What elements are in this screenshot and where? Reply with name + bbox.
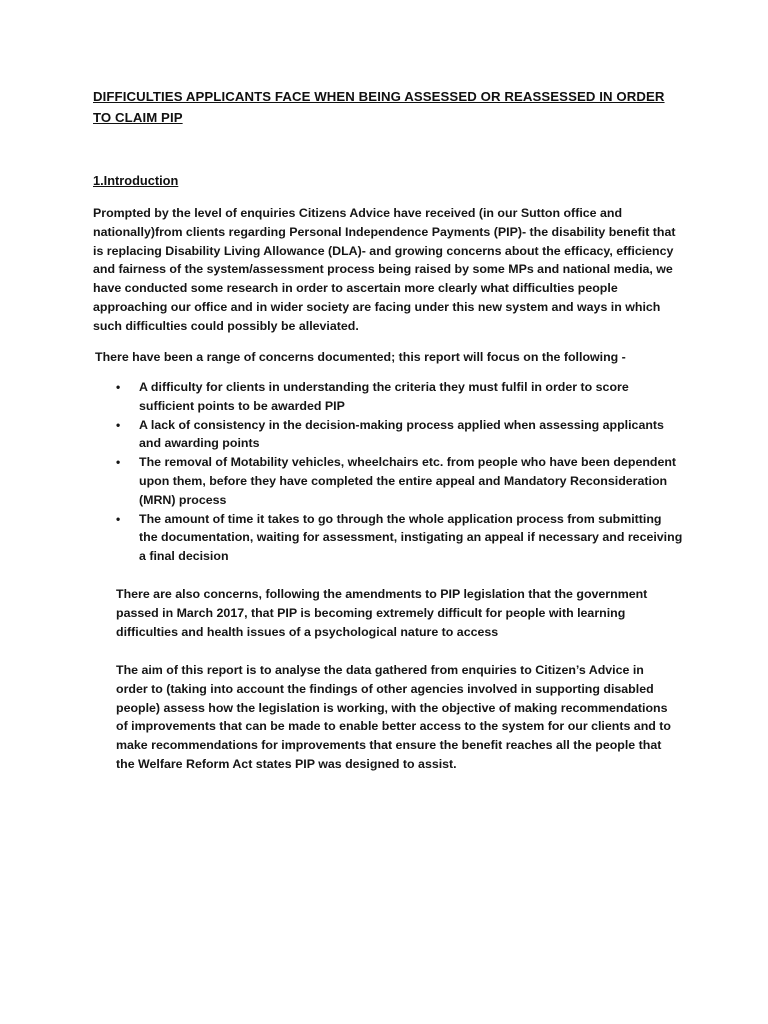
list-item <box>93 453 683 509</box>
bullet-icon: • <box>116 417 121 432</box>
concerns-lead-paragraph: There have been a range of concerns documented; this report will focus on the following - <box>95 350 626 364</box>
bullet-icon: • <box>116 455 121 470</box>
intro-paragraph: Prompted by the level of enquiries Citizens Advice have received (in our Sutton office and nationally)from clients regarding Personal Independence Payments (PIP)- the disability benefit that is replacing Disability Living Allowance (DLA)- and growing concerns about the efficacy, efficiency and fairness of the system/assessment process being raised by some MPs and national media, we have conducted some research in order to ascertain more clearly what difficulties people approaching our office and in wider society are facing under this new system and ways in which such difficulties could possibly be alleviated. <box>93 206 676 333</box>
list-item-text: The removal of Motability vehicles, wheelchairs etc. from people who have been dependent upon them, before they have completed the entire appeal and Mandatory Reconsideration (MRN) process <box>139 455 677 507</box>
list-item <box>93 510 683 566</box>
list-item-text: A lack of consistency in the decision-making process applied when assessing applicants and awarding points <box>139 417 664 451</box>
list-item-text: A difficulty for clients in understanding the criteria they must fulfil in order to score sufficient points to be awarded PIP <box>139 380 629 413</box>
section-heading-introduction: 1.Introduction <box>93 173 179 188</box>
legislation-concerns-paragraph: There are also concerns, following the amendments to PIP legislation that the government passed in March 2017, that PIP is becoming extremely difficult for people with learning difficulties and health issues of a psychological nature to access <box>116 587 648 639</box>
concerns-bullet-list <box>93 378 683 566</box>
document-title: DIFFICULTIES APPLICANTS FACE WHEN BEING ASSESSED OR REASSESSED IN ORDER TO CLAIM PIP <box>93 89 665 125</box>
list-item <box>93 416 683 454</box>
list-item-text: The amount of time it takes to go through the whole application process from submitting the documentation, waiting for assessment, instigating an appeal if necessary and receiving a final decision <box>139 511 683 564</box>
bullet-icon: • <box>116 511 121 526</box>
report-aim-paragraph: The aim of this report is to analyse the data gathered from enquiries to Citizen’s Advice in order to (taking into account the findings of other agencies involved in supporting disabled people) assess how the legislation is working, with the objective of making recommendations of improvements that can be made to enable better access to the system for our clients and to make recommendations for improvements that ensure the benefit reaches all the people that the Welfare Reform Act states PIP was designed to assist. <box>116 663 671 771</box>
list-item <box>93 378 683 416</box>
bullet-icon: • <box>116 380 121 394</box>
